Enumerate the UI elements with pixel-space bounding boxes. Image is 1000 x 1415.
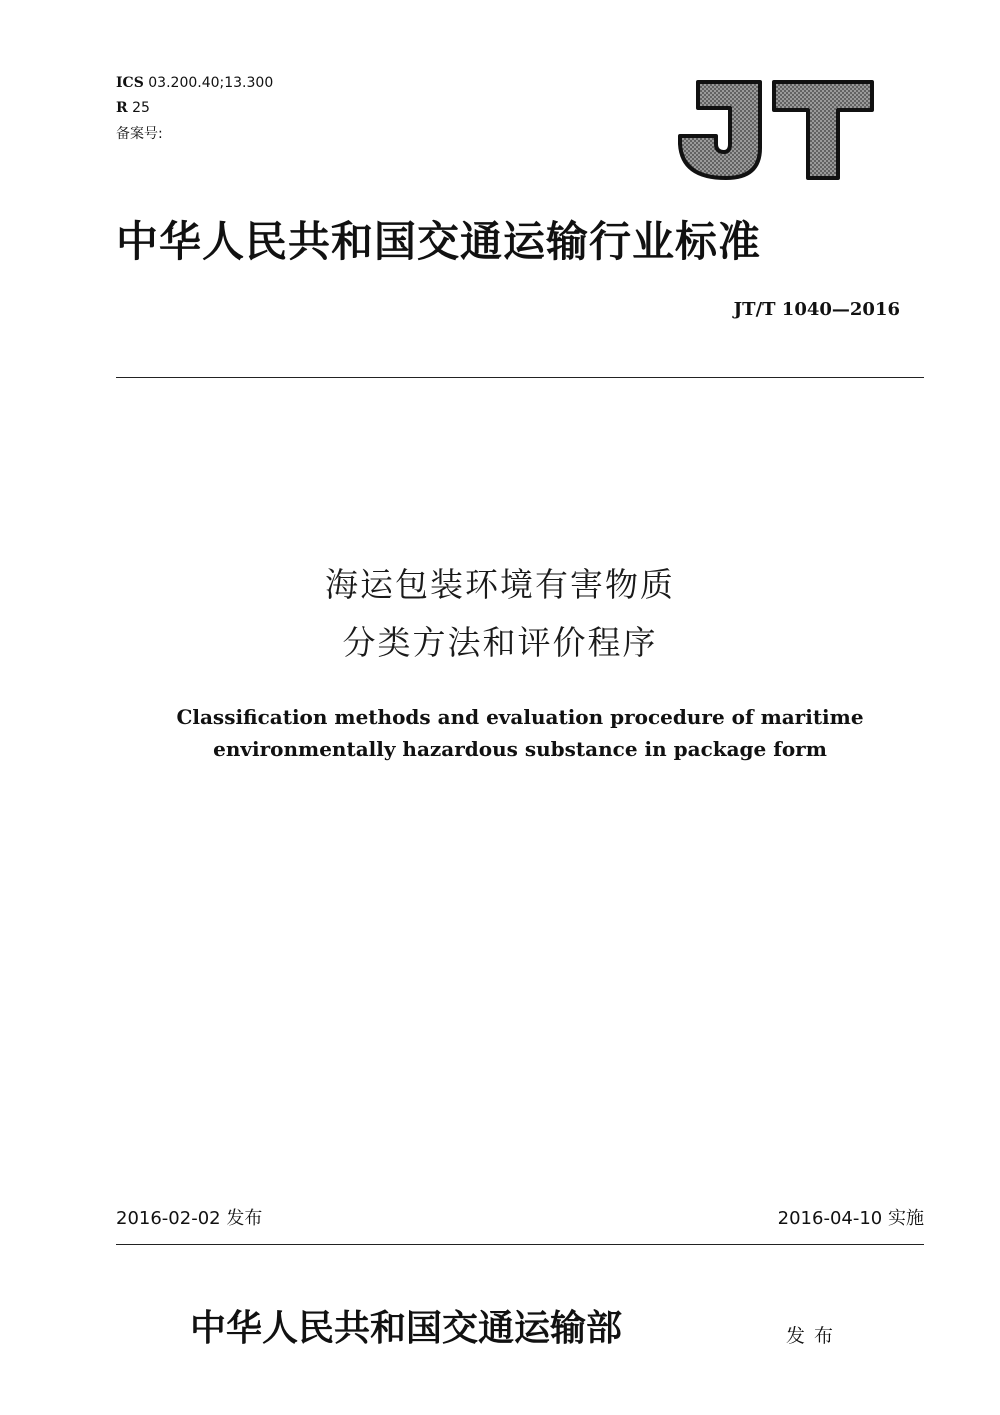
implementation-date: 2016-04-10 实施: [777, 1208, 924, 1229]
publish-label: 发布: [786, 1325, 843, 1347]
issue-date: 2016-02-02 发布: [116, 1208, 263, 1229]
ics-label: ICS: [116, 75, 144, 91]
logo-letter-t: [774, 82, 872, 178]
english-title-line-1: Classification methods and evaluation procedure of maritime: [176, 705, 864, 729]
publisher-name: 中华人民共和国交通运输部: [190, 1307, 623, 1349]
standard-number: JT/T 1040—2016: [733, 299, 900, 320]
record-number: [116, 126, 163, 142]
record-label: 备案号:: [116, 126, 163, 142]
classification-code: [116, 100, 150, 116]
ics-value: 03.200.40;13.300: [148, 75, 274, 91]
classification-label: R: [116, 100, 128, 116]
english-title-line-2: environmentally hazardous substance in package form: [213, 737, 827, 761]
chinese-title-line-1: 海运包装环境有害物质: [325, 565, 675, 604]
top-divider: [116, 377, 924, 378]
logo-letter-j: [680, 82, 760, 178]
ics-code: [116, 75, 273, 91]
bottom-divider: [116, 1244, 924, 1245]
jt-logo: [676, 78, 876, 182]
classification-value: 25: [132, 100, 150, 116]
chinese-title-line-2: 分类方法和评价程序: [342, 623, 658, 662]
standard-category: 中华人民共和国交通运输行业标准: [116, 217, 762, 266]
